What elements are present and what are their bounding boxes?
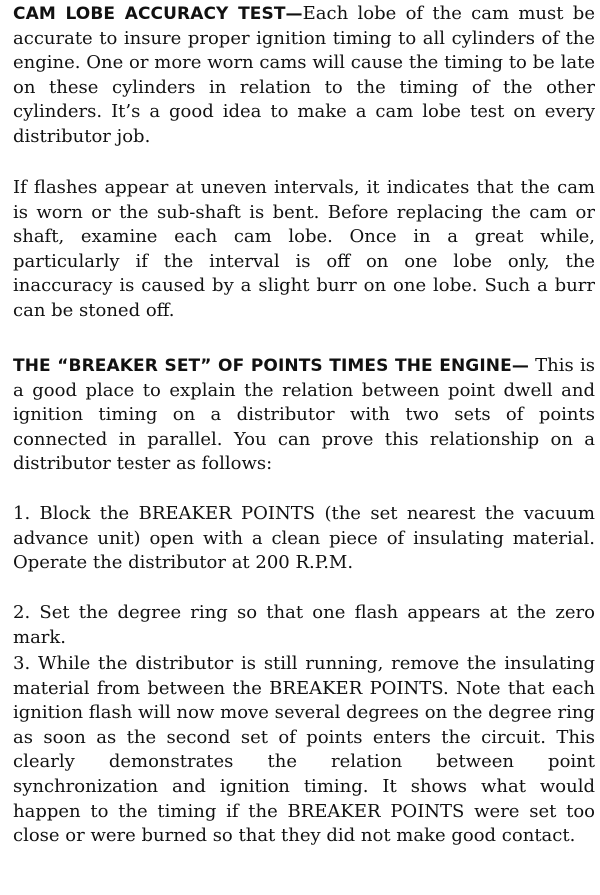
- cam-lobe-test-body: Each lobe of the cam must be accurate to insure proper ignition timing to all cylinders of the engine. One or more worn cams will cause the timing to be late on these cylinders in relation to the timing of the other cylinders. It’s a good idea to make a cam lobe test on every distributor job.: [13, 3, 595, 147]
- step-1-body: 1. Block the BREAKER POINTS (the set nearest the vacuum advance unit) open with a clean piece of insulating material. Operate the distributor at 200 R.P.M.: [13, 503, 595, 574]
- breaker-set-heading: THE “BREAKER SET” OF POINTS TIMES THE ENGINE—: [13, 356, 529, 376]
- breaker-set-paragraph: [13, 354, 595, 477]
- cam-lobe-test-heading: CAM LOBE ACCURACY TEST—: [13, 4, 303, 24]
- step-2-paragraph: [13, 601, 595, 650]
- breaker-set-body: This is a good place to explain the relation between point dwell and ignition timing on a distributor with two sets of points connected in parallel. You can prove this relationship on a distributor tester as follows:: [13, 355, 595, 475]
- step-3-paragraph: [13, 652, 595, 849]
- uneven-flashes-paragraph: [13, 176, 595, 324]
- step-1-paragraph: [13, 502, 595, 576]
- step-3-body: 3. While the distributor is still running, remove the insulating material from between the BREAKER POINTS. Note that each ignition flash will now move several degrees on the degree ring as soon as the second set of points enters the circuit. This clearly demonstrates the relation between point synchronization and ignition timing. It shows what would happen to the timing if the BREAKER POINTS were set too close or were burned so that they did not make good contact.: [13, 653, 595, 847]
- uneven-flashes-body: If flashes appear at uneven intervals, it indicates that the cam is worn or the sub-shaft is bent. Before replacing the cam or shaft, examine each cam lobe. Once in a great while, particularly if the interval is off on one lobe only, the inaccuracy is caused by a slight burr on one lobe. Such a burr can be stoned off.: [13, 177, 595, 321]
- cam-lobe-test-paragraph: [13, 2, 595, 150]
- step-2-body: 2. Set the degree ring so that one flash appears at the zero mark.: [13, 602, 595, 648]
